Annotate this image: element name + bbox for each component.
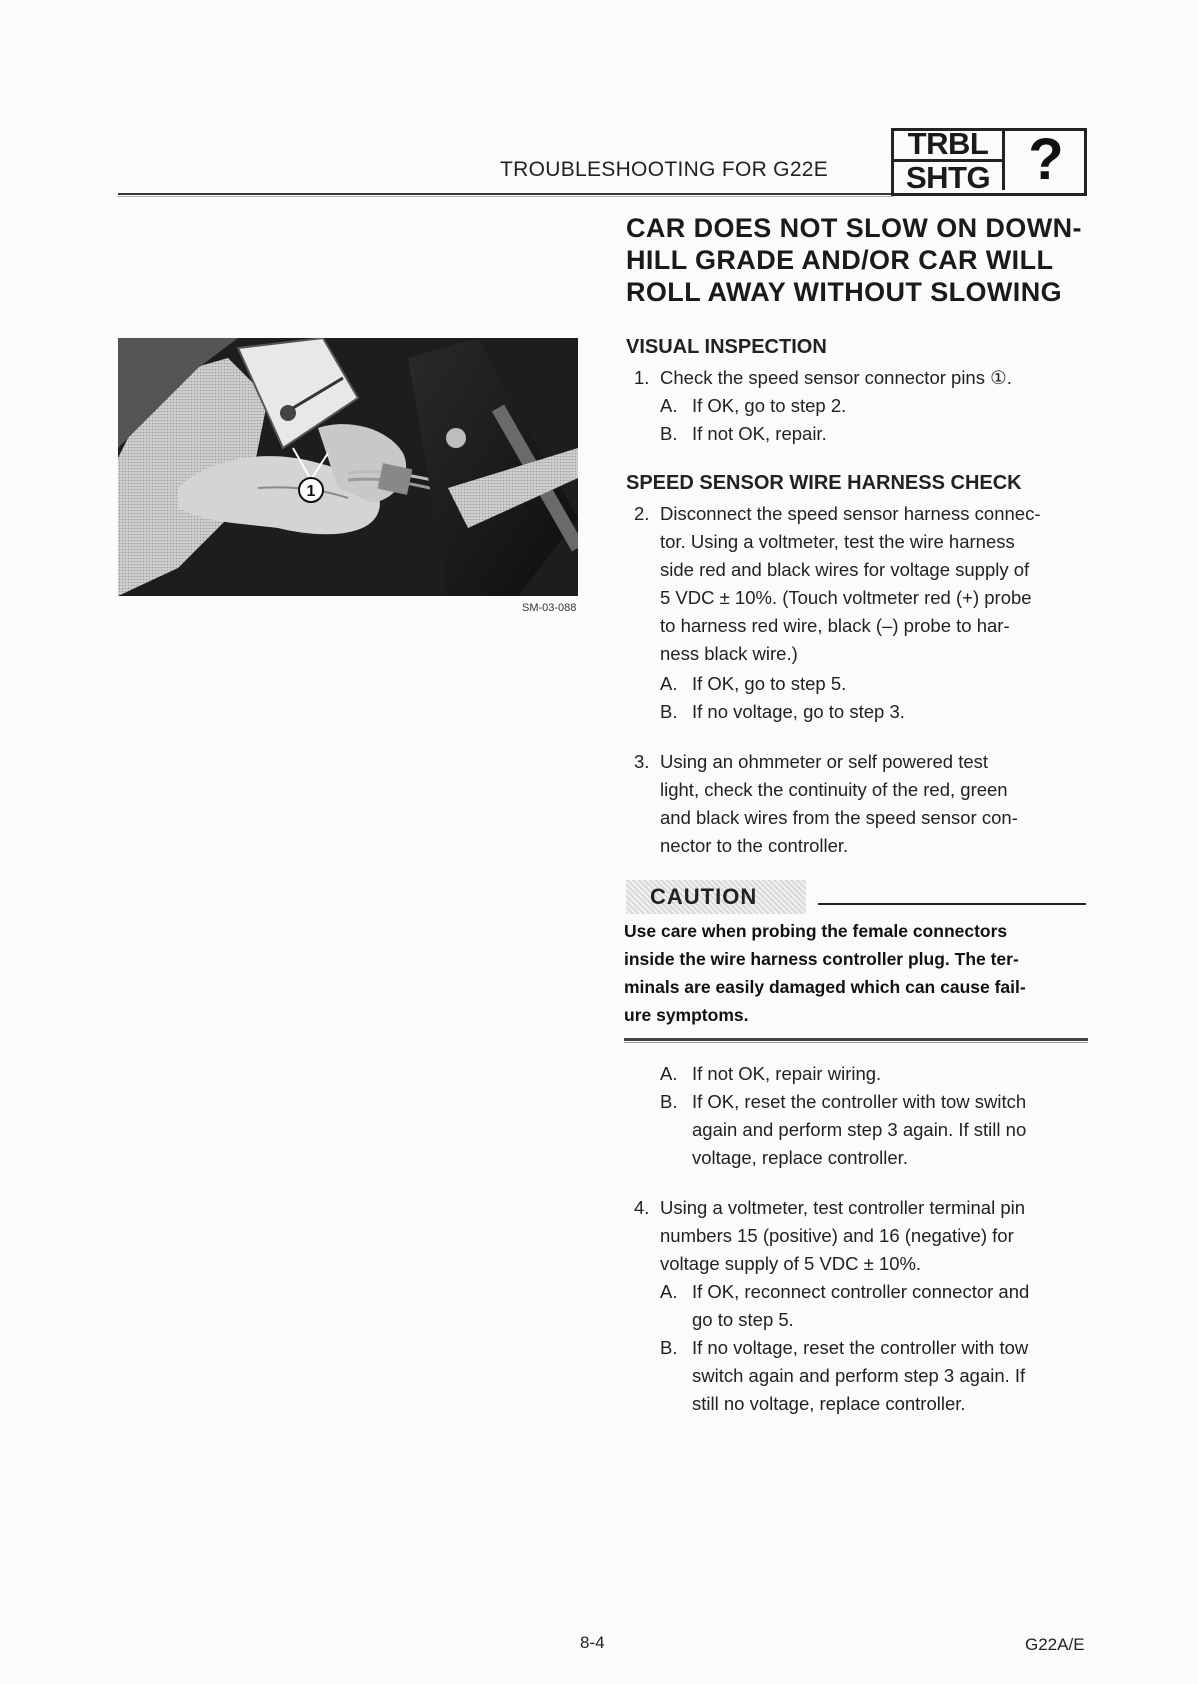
header-rule: [118, 193, 893, 195]
step-2a-label: A.: [660, 673, 678, 694]
step-2a-text: If OK, go to step 5.: [692, 673, 847, 694]
caution-line: minals are easily damaged which can cause fail-: [624, 977, 1026, 997]
speed-sensor-photo: [118, 338, 578, 596]
step-1a-label: A.: [660, 395, 678, 416]
step-3a-label: A.: [660, 1063, 678, 1084]
caution-line: inside the wire harness controller plug. The ter-: [624, 949, 1019, 969]
question-mark-icon: ?: [1028, 127, 1064, 192]
step-2-line: side red and black wires for voltage supply of: [660, 559, 1030, 580]
step-2-line: to harness red wire, black (–) probe to har-: [660, 615, 1010, 636]
step-3b-label: B.: [660, 1091, 678, 1112]
step-3-text: [660, 748, 1090, 860]
step-3b-line: voltage, replace controller.: [692, 1147, 908, 1168]
step-3-number: 3.: [634, 751, 650, 772]
step-2-line: tor. Using a voltmeter, test the wire harness: [660, 531, 1015, 552]
title-line-2: HILL GRADE AND/OR CAR WILL: [626, 245, 1054, 275]
step-3-line: light, check the continuity of the red, green: [660, 779, 1008, 800]
badge-text-block: [894, 126, 1005, 195]
step-3a-text: If not OK, repair wiring.: [692, 1063, 882, 1084]
step-2b-label: B.: [660, 701, 678, 722]
step-3b-line: If OK, reset the controller with tow switch: [692, 1091, 1027, 1112]
step-3-line: Using an ohmmeter or self powered test: [660, 751, 989, 772]
step-4-line: voltage supply of 5 VDC ± 10%.: [660, 1253, 922, 1274]
step-4-text: [660, 1194, 1090, 1278]
caution-bottom-rule-shadow: [624, 1042, 1088, 1043]
step-4b-line: If no voltage, reset the controller with tow: [692, 1337, 1029, 1358]
model-code: G22A/E: [1025, 1635, 1085, 1654]
step-2-number: 2.: [634, 503, 650, 524]
step-4b-text: [692, 1334, 1092, 1418]
caution-bottom-rule: [624, 1038, 1088, 1041]
step-3-line: nector to the controller.: [660, 835, 849, 856]
title-line-1: CAR DOES NOT SLOW ON DOWN-: [626, 213, 1082, 243]
harness-check-heading: SPEED SENSOR WIRE HARNESS CHECK: [626, 472, 1022, 494]
caution-label: CAUTION: [650, 884, 758, 909]
photo-illustration: [118, 338, 578, 596]
caution-rule: [818, 903, 1086, 905]
photo-callout-label: 1: [306, 483, 316, 500]
step-1b-text: If not OK, repair.: [692, 423, 827, 444]
title-line-3: ROLL AWAY WITHOUT SLOWING: [626, 277, 1063, 307]
step-4a-line: If OK, reconnect controller connector and: [692, 1281, 1030, 1302]
header-rule-shadow: [118, 196, 893, 197]
caution-text: [624, 917, 1092, 1029]
page-number: 8-4: [580, 1633, 605, 1652]
step-1-text: Check the speed sensor connector pins ①.: [660, 367, 1012, 388]
page-title: [626, 212, 1088, 308]
step-4-number: 4.: [634, 1197, 650, 1218]
visual-inspection-heading: VISUAL INSPECTION: [626, 336, 827, 358]
step-4b-line: still no voltage, replace controller.: [692, 1393, 966, 1414]
step-4b-label: B.: [660, 1337, 678, 1358]
step-1b-label: B.: [660, 423, 678, 444]
caution-line: ure symptoms.: [624, 1005, 749, 1025]
step-4b-line: switch again and perform step 3 again. If: [692, 1365, 1026, 1386]
figure-code: SM-03-088: [522, 602, 577, 614]
header-title: TROUBLESHOOTING FOR G22E: [500, 158, 829, 181]
badge-line-trbl: TRBL: [907, 126, 989, 161]
step-4-line: Using a voltmeter, test controller terminal pin: [660, 1197, 1026, 1218]
step-1a-text: If OK, go to step 2.: [692, 395, 847, 416]
step-2-text: [660, 500, 1090, 668]
step-3b-text: [692, 1088, 1092, 1172]
step-2-line: ness black wire.): [660, 643, 798, 664]
step-1-number: 1.: [634, 367, 650, 388]
step-2b-text: If no voltage, go to step 3.: [692, 701, 905, 722]
step-4a-line: go to step 5.: [692, 1309, 794, 1330]
step-2-line: Disconnect the speed sensor harness connec-: [660, 503, 1041, 524]
step-2-line: 5 VDC ± 10%. (Touch voltmeter red (+) probe: [660, 587, 1032, 608]
step-3b-line: again and perform step 3 again. If still no: [692, 1119, 1027, 1140]
step-4-line: numbers 15 (positive) and 16 (negative) for: [660, 1225, 1014, 1246]
badge-line-shtg: SHTG: [894, 159, 1002, 193]
step-3-line: and black wires from the speed sensor con-: [660, 807, 1018, 828]
step-4a-text: [692, 1278, 1092, 1334]
step-4a-label: A.: [660, 1281, 678, 1302]
caution-line: Use care when probing the female connectors: [624, 921, 1008, 941]
